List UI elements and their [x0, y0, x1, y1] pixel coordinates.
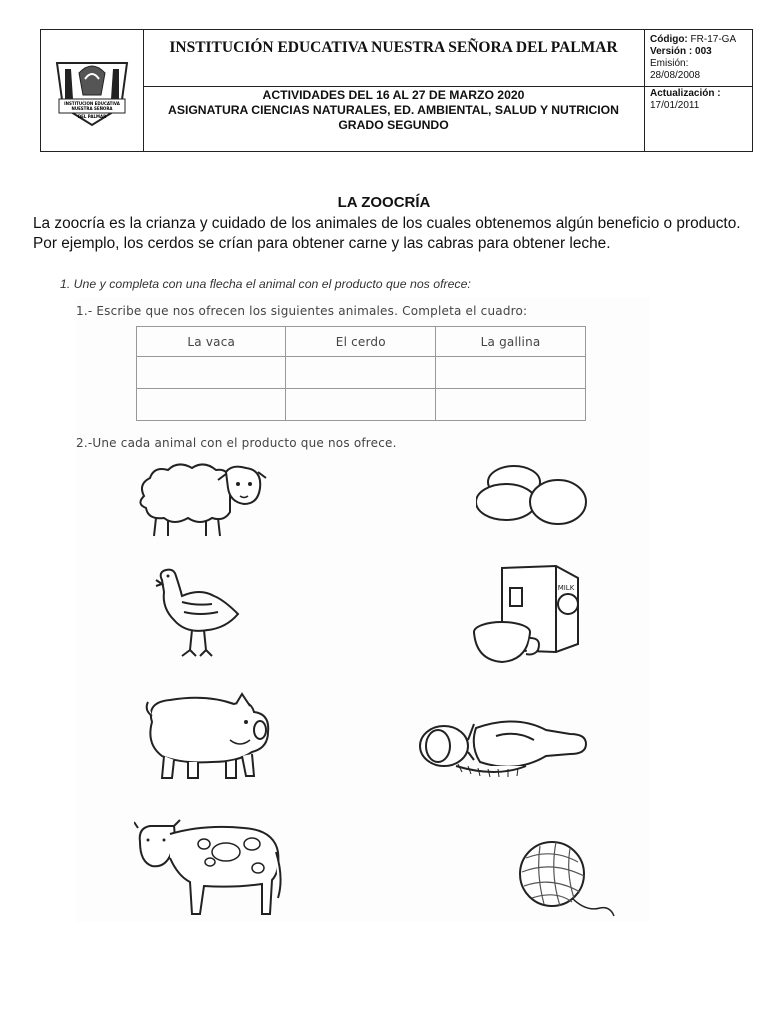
task1-instruction: 1.- Escribe que nos ofrecen los siguientes animales. Completa el cuadro: — [76, 304, 528, 318]
school-logo — [41, 30, 144, 151]
table-cell[interactable] — [286, 389, 436, 421]
svg-text:MILK: MILK — [557, 584, 575, 592]
pig-icon — [142, 692, 274, 784]
update-date: 17/01/2011 — [650, 100, 700, 111]
document-header — [40, 29, 753, 152]
activity-info — [143, 87, 645, 151]
svg-text:DEL PALMAR: DEL PALMAR — [77, 113, 107, 119]
worksheet-image — [76, 298, 650, 922]
intro-paragraph: La zoocría es la crianza y cuidado de los animales de los cuales obtenemos algún beneficio o producto. Por ejemplo, los cerdos se crían para obtener carne y las cabras para obtener leche. — [33, 215, 741, 252]
activity-dates: ACTIVIDADES DEL 16 AL 27 DE MARZO 2020 — [262, 88, 525, 102]
document-metadata — [645, 30, 752, 151]
subject-name: ASIGNATURA CIENCIAS NATURALES, ED. AMBIENTAL, SALUD Y NUTRICION — [168, 103, 619, 117]
table-header-cow: La vaca — [137, 327, 286, 357]
sheep-icon — [134, 456, 269, 540]
table-cell[interactable] — [436, 357, 586, 389]
table-cell[interactable] — [137, 389, 286, 421]
table-cell[interactable] — [137, 357, 286, 389]
emission-label: Emisión: — [650, 58, 689, 69]
milk-icon — [472, 560, 584, 668]
eggs-icon — [476, 460, 591, 530]
crest-icon — [51, 55, 133, 127]
table-header-pig: El cerdo — [286, 327, 436, 357]
cow-icon — [134, 818, 284, 922]
table-cell[interactable] — [436, 389, 586, 421]
table-header-hen: La gallina — [436, 327, 586, 357]
emission-date: 28/08/2008 — [650, 70, 701, 81]
version-label: Versión : 003 — [650, 46, 712, 57]
table-cell[interactable] — [286, 357, 436, 389]
grade-label: GRADO SEGUNDO — [338, 118, 449, 132]
task2-instruction: 2.-Une cada animal con el producto que nos ofrece. — [76, 436, 397, 450]
wool-icon — [516, 838, 616, 922]
code-value: FR-17-GA — [690, 34, 737, 45]
update-label: Actualización : — [650, 88, 721, 99]
school-name: INSTITUCIÓN EDUCATIVA NUESTRA SEÑORA DEL PALMAR — [143, 30, 645, 87]
svg-text:NUESTRA SEÑORA: NUESTRA SEÑORA — [71, 105, 113, 111]
sausage-icon — [416, 714, 591, 780]
hen-icon — [152, 566, 248, 660]
code-label: Código: — [650, 34, 688, 45]
products-table — [136, 326, 586, 421]
exercise-instruction: 1. Une y completa con una flecha el animal con el producto que nos ofrece: — [60, 277, 471, 291]
section-heading: LA ZOOCRÍA — [337, 194, 431, 211]
svg-text:INSTITUCION EDUCATIVA: INSTITUCION EDUCATIVA — [64, 100, 120, 106]
